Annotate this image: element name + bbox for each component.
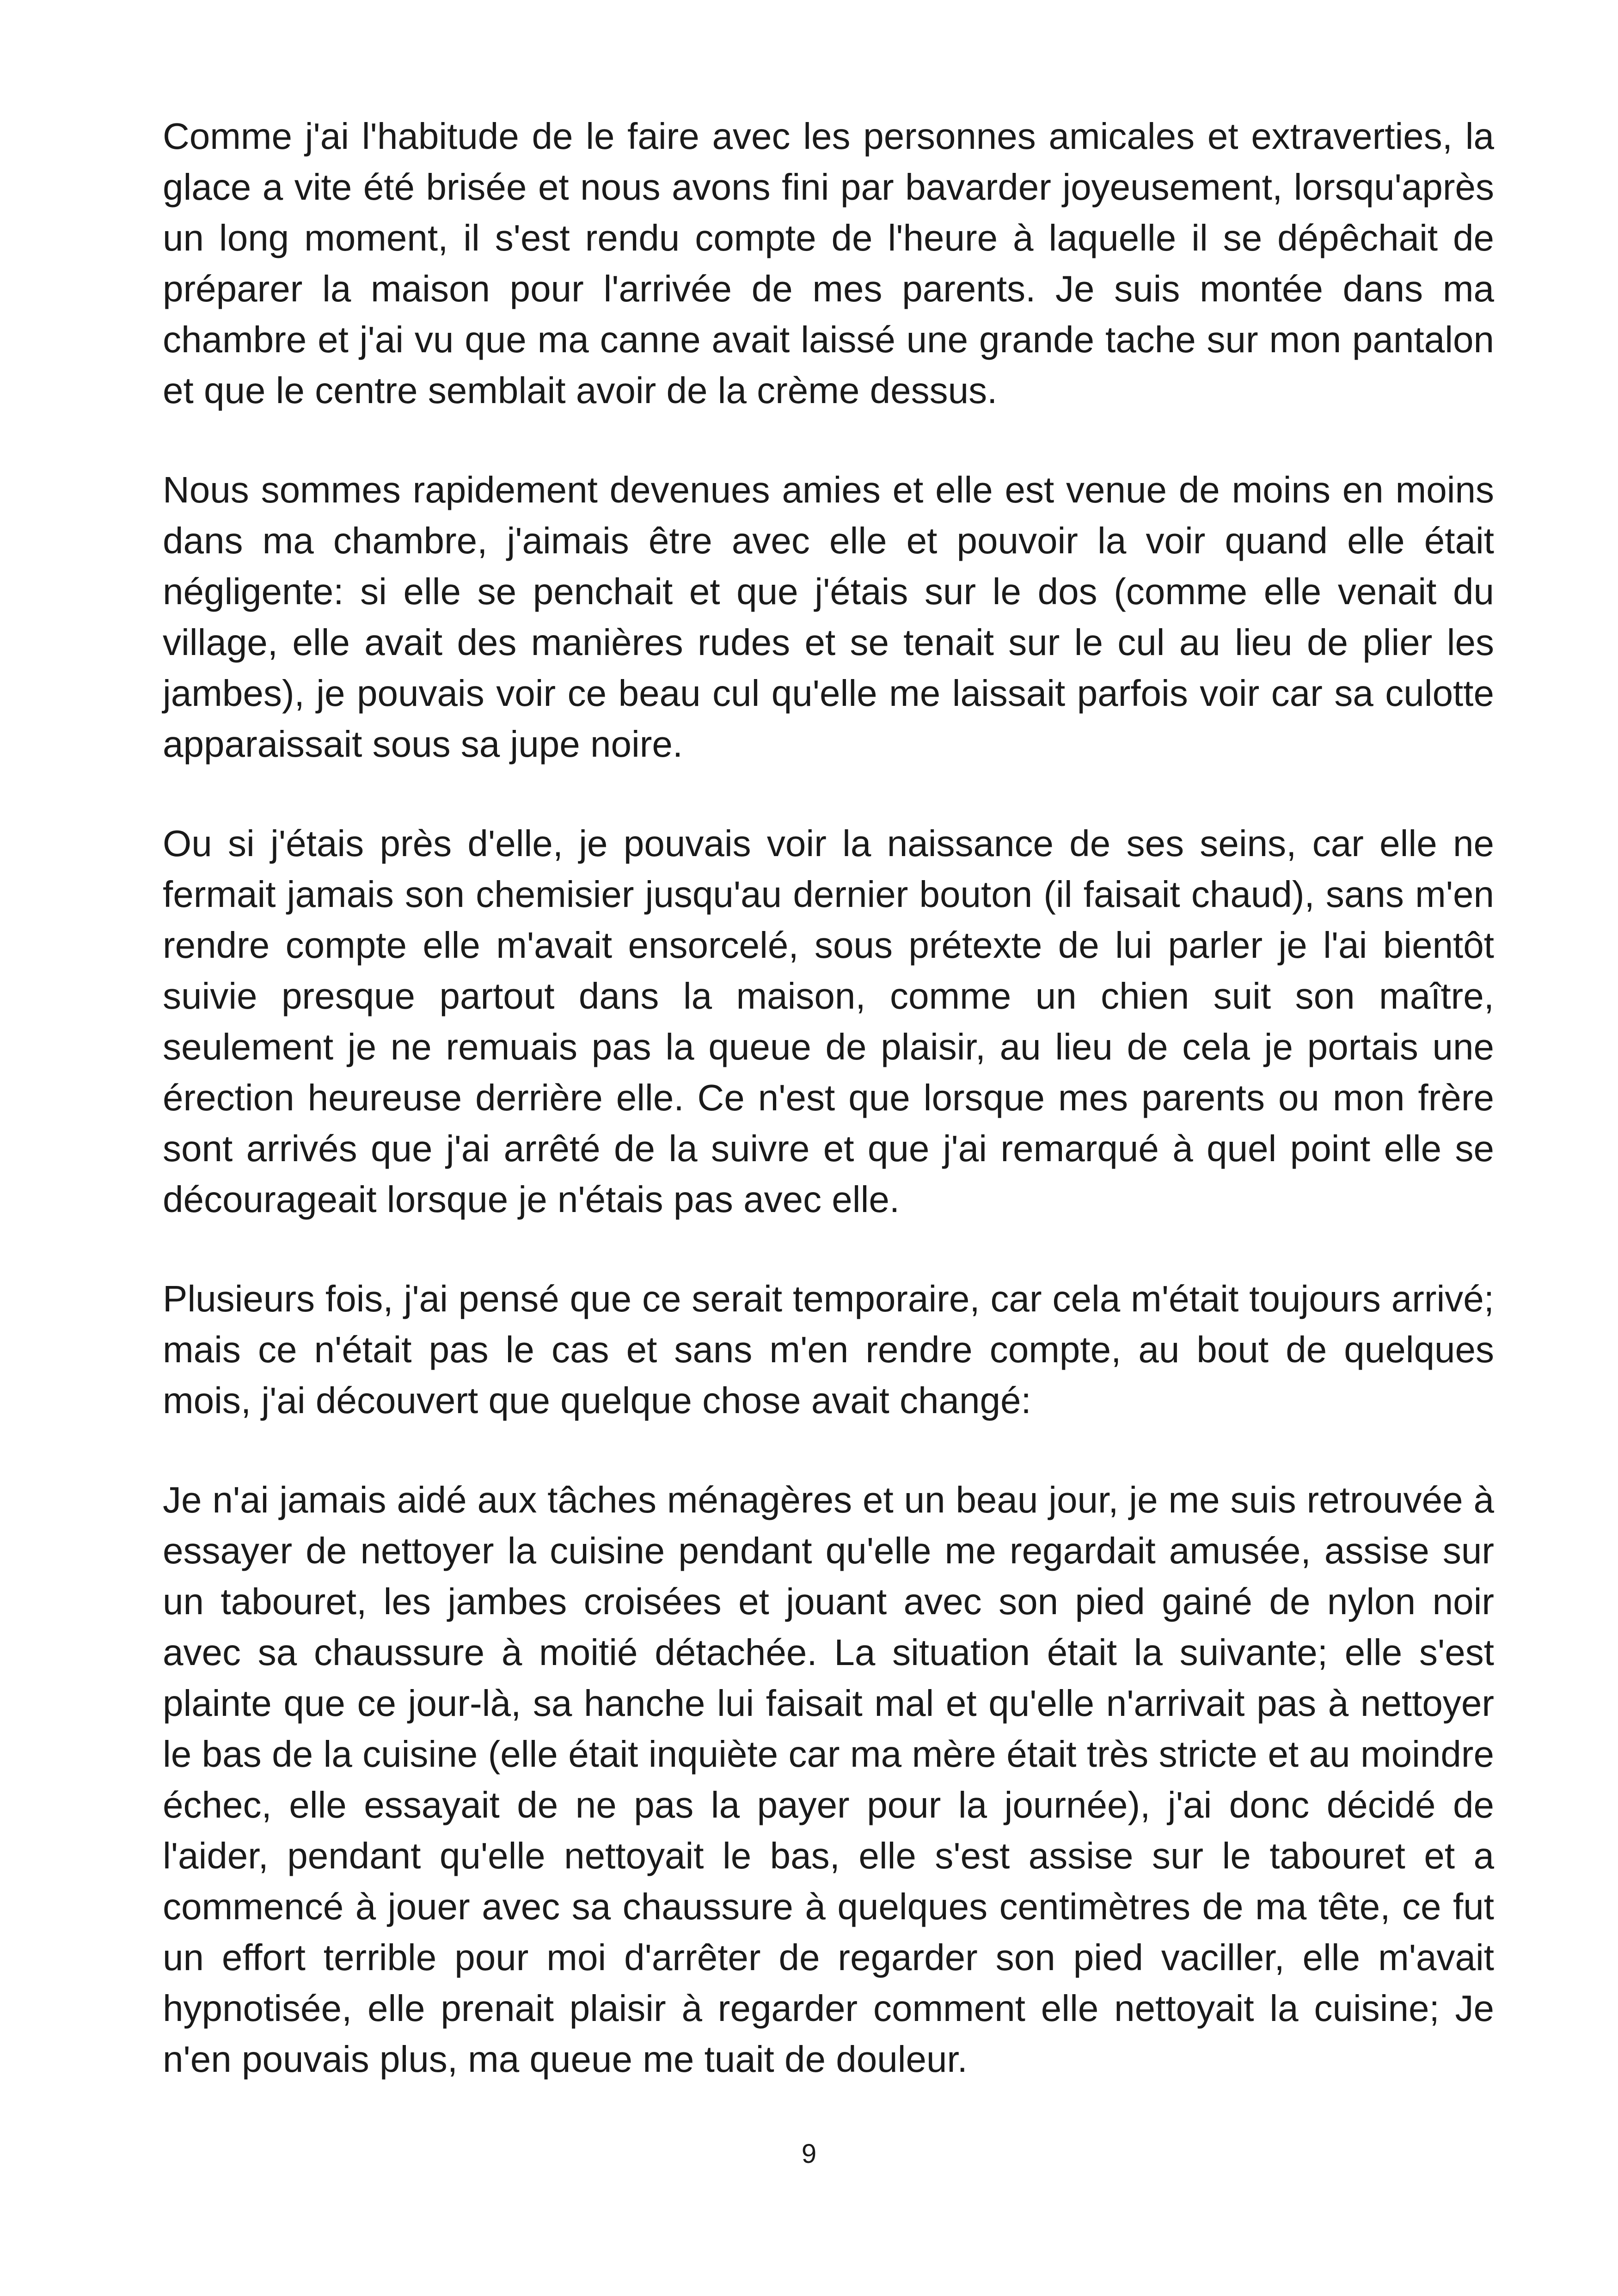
paragraph: Comme j'ai l'habitude de le faire avec les personnes amicales et extraverties, la glace a vite été brisée et nous avons fini par bavarder joyeusement, lorsqu'après un long moment, il s'est rendu compte de l'heure à laquelle il se dépêchait de préparer la maison pour l'arrivée de mes parents. Je suis montée dans ma chambre et j'ai vu que ma canne avait laissé une grande tache sur mon pantalon et que le centre semblait avoir de la crème dessus.	[163, 116, 1494, 411]
paragraph: Je n'ai jamais aidé aux tâches ménagères et un beau jour, je me suis retrouvée à essayer de nettoyer la cuisine pendant qu'elle me regardait amusée, assise sur un tabouret, les jambes croisées et jouant avec son pied gainé de nylon noir avec sa chaussure à moitié détachée. La situation était la suivante; elle s'est plainte que ce jour-là, sa hanche lui faisait mal et qu'elle n'arrivait pas à nettoyer le bas de la cuisine (elle était inquiète car ma mère était très stricte et au moindre échec, elle essayait de ne pas la payer pour la journée), j'ai donc décidé de l'aider, pendant qu'elle nettoyait le bas, elle s'est assise sur le tabouret et a commencé à jouer avec sa chaussure à quelques centimètres de ma tête, ce fut un effort terrible pour moi d'arrêter de regarder son pied vaciller, elle m'avait hypnotisée, elle prenait plaisir à regarder comment elle nettoyait la cuisine; Je n'en pouvais plus, ma queue me tuait de douleur.	[163, 1479, 1494, 2080]
page-number: 9	[801, 2139, 817, 2169]
body-text	[163, 111, 1494, 2085]
paragraph: Ou si j'étais près d'elle, je pouvais voir la naissance de ses seins, car elle ne fermait jamais son chemisier jusqu'au dernier bouton (il faisait chaud), sans m'en rendre compte elle m'avait ensorcelé, sous prétexte de lui parler je l'ai bientôt suivie presque partout dans la maison, comme un chien suit son maître, seulement je ne remuais pas la queue de plaisir, au lieu de cela je portais une érection heureuse derrière elle. Ce n'est que lorsque mes parents ou mon frère sont arrivés que j'ai arrêté de la suivre et que j'ai remarqué à quel point elle se décourageait lorsque je n'étais pas avec elle.	[163, 823, 1494, 1220]
paragraph: Plusieurs fois, j'ai pensé que ce serait temporaire, car cela m'était toujours arrivé; mais ce n'était pas le cas et sans m'en rendre compte, au bout de quelques mois, j'ai découvert que quelque chose avait changé:	[163, 1278, 1494, 1421]
paragraph: Nous sommes rapidement devenues amies et elle est venue de moins en moins dans ma chambre, j'aimais être avec elle et pouvoir la voir quand elle était négligente: si elle se penchait et que j'étais sur le dos (comme elle venait du village, elle avait des manières rudes et se tenait sur le cul au lieu de plier les jambes), je pouvais voir ce beau cul qu'elle me laissait parfois voir car sa culotte apparaissait sous sa jupe noire.	[163, 469, 1494, 765]
